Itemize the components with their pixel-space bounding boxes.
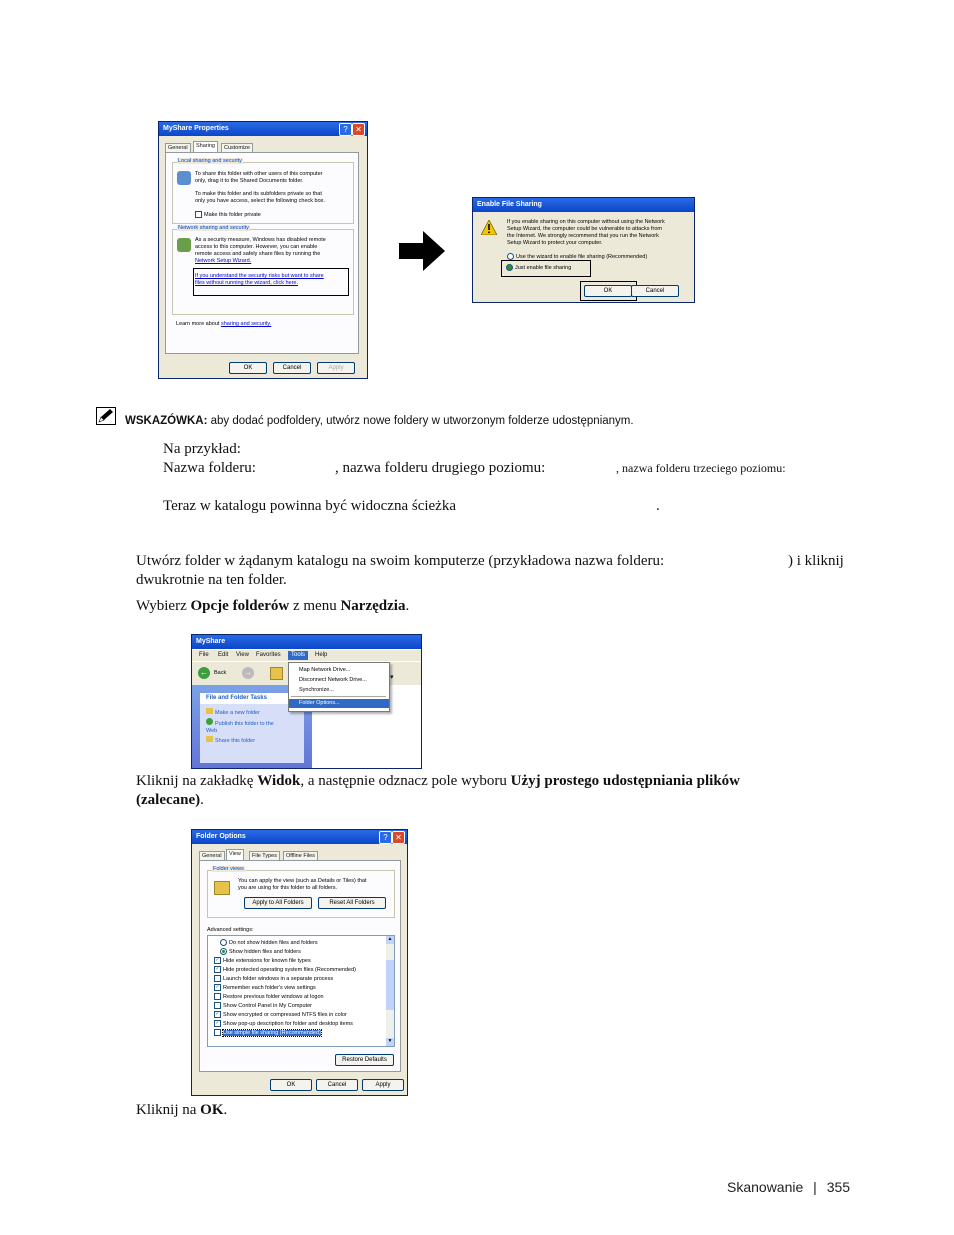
tab-panel — [199, 860, 401, 1072]
tasks-title: File and Folder Tasks — [200, 693, 304, 704]
apply-button[interactable]: Apply — [362, 1079, 404, 1091]
advanced-setting-item[interactable] — [214, 993, 324, 1001]
radio-button[interactable] — [220, 939, 227, 946]
advanced-setting-item[interactable] — [214, 984, 316, 992]
tab-offline-files[interactable]: Offline Files — [283, 851, 318, 860]
second-level-label: , nazwa folderu drugiego poziomu: — [335, 460, 546, 476]
note-label: WSKAZÓWKA: — [125, 415, 208, 427]
advanced-setting-item[interactable] — [220, 939, 318, 947]
menu-folder-options[interactable]: Folder Options... — [289, 699, 389, 708]
window-title: Enable File Sharing — [473, 198, 694, 212]
menu-divider — [291, 696, 386, 697]
advanced-setting-label: Restore previous folder windows at logon — [223, 993, 324, 1000]
folder-options-window — [191, 829, 408, 1096]
task-publish[interactable]: Publish this folder to the Web — [206, 718, 286, 735]
scroll-thumb[interactable] — [386, 960, 394, 1010]
local-sharing-group: Local sharing and security To share this folder with other users of this computer only, drag it to the Shared Documents folder. To make this folder and its subfolders private so that only you have access, select the following check box. Make this folder private — [172, 162, 354, 224]
advanced-setting-item[interactable] — [214, 1002, 312, 1010]
step1-text-b: ) i kliknij — [788, 553, 844, 569]
footer-section: Skanowanie — [727, 1179, 804, 1195]
checkbox[interactable]: ✓ — [215, 957, 220, 963]
tab-customize[interactable]: Customize — [221, 143, 253, 152]
just-enable-radio[interactable]: Just enable file sharing — [506, 264, 571, 272]
step1-text-a: Utwórz folder w żądanym katalogu na swoim komputerze (przykładowa nazwa folderu: — [136, 553, 665, 569]
apply-button[interactable]: Apply — [317, 362, 355, 374]
close-button[interactable]: ✕ — [352, 123, 365, 136]
radio-button[interactable] — [220, 948, 227, 955]
window-title: Folder Options — [192, 830, 407, 844]
menu-disconnect-drive[interactable]: Disconnect Network Drive... — [299, 677, 367, 683]
menu-favorites[interactable]: Favorites — [256, 652, 281, 658]
pencil-note-icon — [96, 407, 116, 425]
cancel-button[interactable]: Cancel — [273, 362, 311, 374]
footer-page-number: 355 — [826, 1179, 851, 1195]
network-sharing-group: Network sharing and security As a security measure, Windows has disabled remote access to this computer. However, you can enable remote access and safely share files by running the Network Setup Wizard. If you understand the security risks but want to share files without running the wizard, click here. — [172, 229, 354, 315]
ok-button[interactable]: OK — [270, 1079, 312, 1091]
warning-icon — [481, 220, 497, 235]
folder-icon — [206, 708, 213, 714]
tab-file-types[interactable]: File Types — [249, 851, 280, 860]
scrollbar[interactable] — [386, 936, 394, 1046]
apply-all-folders-button[interactable]: Apply to All Folders — [244, 897, 312, 909]
advanced-setting-label: Show hidden files and folders — [229, 948, 301, 955]
tab-general[interactable]: General — [199, 851, 225, 860]
advanced-settings-list — [207, 935, 395, 1047]
network-setup-wizard-link[interactable]: Network Setup Wizard. — [195, 258, 252, 264]
step2-text: Wybierz Opcje folderów z menu Narzędzia. — [136, 598, 410, 614]
advanced-setting-item[interactable] — [220, 948, 301, 956]
checkbox[interactable] — [214, 975, 221, 982]
tab-general[interactable]: General — [165, 143, 191, 152]
window-title: MyShare Properties — [159, 122, 367, 136]
note — [125, 414, 634, 429]
advanced-setting-item[interactable] — [214, 1020, 353, 1028]
help-button[interactable]: ? — [339, 123, 352, 136]
advanced-setting-label: Show encrypted or compressed NTFS files in color — [223, 1011, 347, 1018]
private-checkbox[interactable]: Make this folder private — [195, 211, 261, 219]
page-footer — [727, 1178, 850, 1196]
ok-button[interactable]: OK — [584, 285, 632, 297]
folder-views-icon — [214, 881, 230, 895]
forward-arrow-icon[interactable]: → — [244, 668, 252, 677]
advanced-setting-label: Do not show hidden files and folders — [229, 939, 318, 946]
checkbox[interactable]: ✓ — [215, 984, 220, 990]
menu-bar — [192, 650, 421, 661]
share-icon — [206, 736, 213, 742]
address-dropdown-icon[interactable]: ▾ — [390, 674, 394, 681]
checkbox[interactable]: ✓ — [215, 1020, 220, 1026]
step3-text-line2: (zalecane). — [136, 792, 204, 808]
checkbox[interactable]: ✓ — [215, 966, 220, 972]
note-text: aby dodać podfoldery, utwórz nowe foldery w utworzonym folderze udostępnianym. — [210, 415, 634, 427]
wizard-radio[interactable]: Use the wizard to enable file sharing (Recommended) — [507, 253, 647, 261]
explorer-window — [191, 634, 422, 769]
menu-synchronize[interactable]: Synchronize... — [299, 687, 334, 693]
back-arrow-icon[interactable]: ← — [200, 668, 208, 677]
menu-edit[interactable]: Edit — [218, 652, 229, 658]
close-button[interactable]: ✕ — [392, 831, 405, 844]
myshare-properties-window — [158, 121, 368, 379]
cancel-button[interactable]: Cancel — [631, 285, 679, 297]
tools-dropdown — [288, 662, 390, 712]
task-new-folder[interactable]: Make a new folder — [206, 708, 260, 717]
help-button[interactable]: ? — [379, 831, 392, 844]
example-line1: Na przykład: — [163, 441, 241, 457]
advanced-setting-label: Launch folder windows in a separate process — [223, 975, 334, 982]
sharing-security-link[interactable]: sharing and security. — [220, 321, 272, 327]
task-share[interactable]: Share this folder — [206, 736, 255, 745]
advanced-setting-item[interactable] — [214, 975, 333, 983]
step4-text: Kliknij na OK. — [136, 1102, 228, 1118]
tab-view[interactable]: View — [226, 849, 244, 860]
scroll-down-arrow[interactable]: ▼ — [387, 1039, 393, 1044]
checkbox[interactable] — [214, 993, 221, 1000]
menu-file[interactable]: File — [199, 652, 209, 658]
advanced-setting-item[interactable] — [214, 1029, 321, 1037]
footer-separator: | — [813, 1179, 817, 1195]
advanced-setting-label: Use simple file sharing (Recommended) — [223, 1029, 321, 1036]
path-line: Teraz w katalogu powinna być widoczna ścieżka — [163, 498, 456, 514]
reset-all-folders-button[interactable]: Reset All Folders — [318, 897, 386, 909]
menu-view[interactable]: View — [236, 652, 249, 658]
users-icon — [177, 171, 191, 185]
menu-help[interactable]: Help — [315, 652, 328, 658]
folder-views-group: Folder views You can apply the view (such as Details or Tiles) that you are using for this folder to all folders. Apply to All Folders Reset All Folders — [207, 870, 395, 918]
advanced-setting-label: Hide extensions for known file types — [223, 957, 311, 964]
cancel-button[interactable]: Cancel — [316, 1079, 358, 1091]
advanced-setting-label: Show pop-up description for folder and desktop items — [223, 1020, 353, 1027]
menu-map-drive[interactable]: Map Network Drive... — [299, 667, 351, 673]
up-folder-icon[interactable] — [270, 667, 283, 680]
back-label[interactable]: Back — [214, 670, 227, 676]
globe-icon — [206, 718, 213, 725]
ok-button[interactable]: OK — [229, 362, 267, 374]
advanced-setting-label: Hide protected operating system files (Recommended) — [223, 966, 356, 973]
advanced-setting-label: Show Control Panel in My Computer — [223, 1002, 312, 1009]
scroll-up-arrow[interactable]: ▲ — [387, 937, 393, 942]
advanced-setting-label: Remember each folder's view settings — [223, 984, 316, 991]
path-end: . — [656, 498, 660, 514]
advanced-setting-item[interactable] — [214, 966, 356, 974]
third-level-label: , nazwa folderu trzeciego poziomu: — [616, 461, 786, 475]
checkbox[interactable] — [214, 1002, 221, 1009]
step3-text-line1: Kliknij na zakładkę Widok, a następnie odznacz pole wyboru Użyj prostego udostępniania plików — [136, 773, 740, 789]
step1-text-c: dwukrotnie na ten folder. — [136, 572, 287, 588]
tab-sharing[interactable]: Sharing — [193, 141, 218, 152]
restore-defaults-button[interactable]: Restore Defaults — [335, 1054, 394, 1066]
arrow-right-icon — [399, 231, 447, 271]
advanced-setting-item[interactable] — [214, 957, 311, 965]
checkbox[interactable] — [214, 1029, 221, 1036]
folder-name-label: Nazwa folderu: — [163, 460, 256, 476]
security-risk-link-2[interactable]: files without running the wizard, click here. — [195, 280, 299, 286]
advanced-setting-item[interactable] — [214, 1011, 347, 1019]
enable-file-sharing-window: Enable File Sharing If you enable sharing on this computer without using the Network Setup Wizard, the computer could be vulnerable to attacks from the Internet. We strongly recommend that you run the Network Setup Wizard to protect your computer. Use the wizard to enable file sharing (Recommended) Just enable file sharing OK Cancel — [472, 197, 695, 303]
network-icon — [177, 238, 191, 252]
menu-tools[interactable]: Tools — [288, 651, 308, 660]
learn-more: Learn more about sharing and security. — [176, 321, 272, 327]
security-risk-link[interactable]: If you understand the security risks but want to share — [195, 273, 324, 279]
window-title: MyShare — [192, 635, 421, 649]
checkbox[interactable]: ✓ — [215, 1011, 220, 1017]
tab-panel — [165, 152, 359, 354]
advanced-settings-label: Advanced settings: — [207, 927, 254, 933]
